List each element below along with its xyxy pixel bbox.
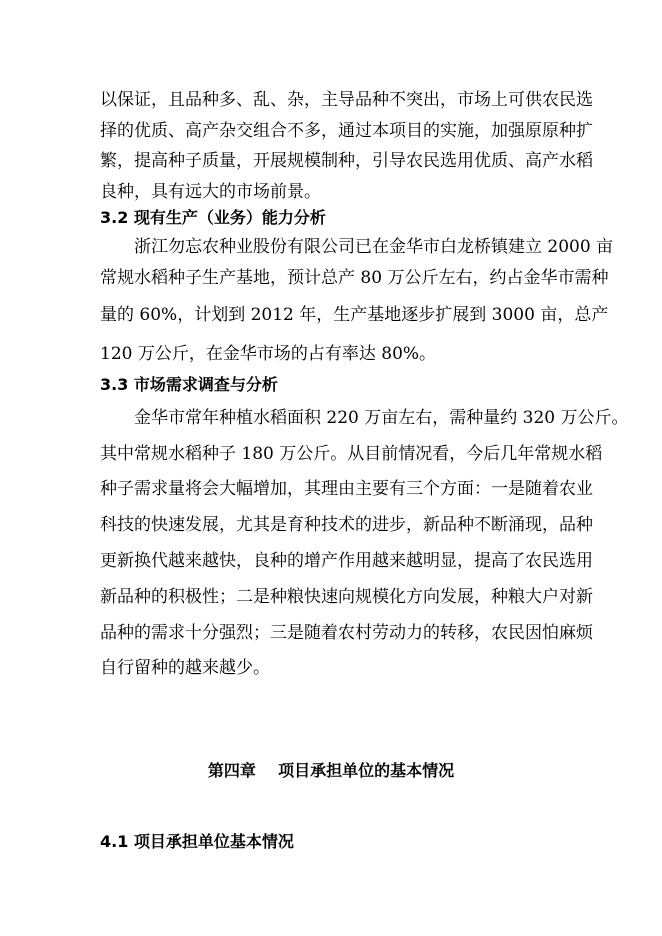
paragraph-line: 新品种的积极性；二是种粮快速向规模化方向发展，种粮大户对新 <box>100 587 593 607</box>
paragraph-line: 自行留种的越来越少。 <box>100 658 270 678</box>
paragraph-line: 品种的需求十分强烈；三是随着农村劳动力的转移，农民因怕麻烦 <box>100 623 593 643</box>
paragraph-line: 择的优质、高产杂交组合不多，通过本项目的实施，加强原原种扩 <box>100 121 593 141</box>
paragraph-line: 科技的快速发展，尤其是育种技术的进步，新品种不断涌现，品种 <box>100 515 593 535</box>
paragraph-line: 种子需求量将会大幅增加，其理由主要有三个方面：一是随着农业 <box>100 479 593 499</box>
paragraph-line: 良种，具有远大的市场前景。 <box>100 182 321 202</box>
paragraph-line: 更新换代越来越快，良种的增产作用越来越明显，提高了农民选用 <box>100 551 593 571</box>
section-heading-3-3: 3.3 市场需求调查与分析 <box>100 375 278 394</box>
chapter-title: 第四章 项目承担单位的基本情况 <box>207 761 455 780</box>
section-heading-3-2: 3.2 现有生产（业务）能力分析 <box>100 208 326 227</box>
paragraph-line: 以保证，且品种多、乱、杂，主导品种不突出，市场上可供农民选 <box>100 90 593 110</box>
section-heading-4-1: 4.1 项目承担单位基本情况 <box>100 832 294 851</box>
paragraph-line: 量的 60%，计划到 2012 年，生产基地逐步扩展到 3000 亩，总产 <box>100 305 609 325</box>
paragraph-line: 繁，提高种子质量，开展规模制种，引导农民选用优质、高产水稻 <box>100 151 593 171</box>
paragraph-line: 其中常规水稻种子 180 万公斤。从目前情况看，今后几年常规水稻 <box>100 444 603 464</box>
paragraph-line: 常规水稻种子生产基地，预计总产 80 万公斤左右，约占金华市需种 <box>100 268 609 288</box>
paragraph-line: 120 万公斤，在金华市场的占有率达 80%。 <box>100 344 437 364</box>
paragraph-line: 浙江勿忘农种业股份有限公司已在金华市白龙桥镇建立 2000 亩 <box>134 237 614 257</box>
paragraph-line: 金华市常年种植水稻面积 220 万亩左右，需种量约 320 万公斤。 <box>134 408 629 428</box>
